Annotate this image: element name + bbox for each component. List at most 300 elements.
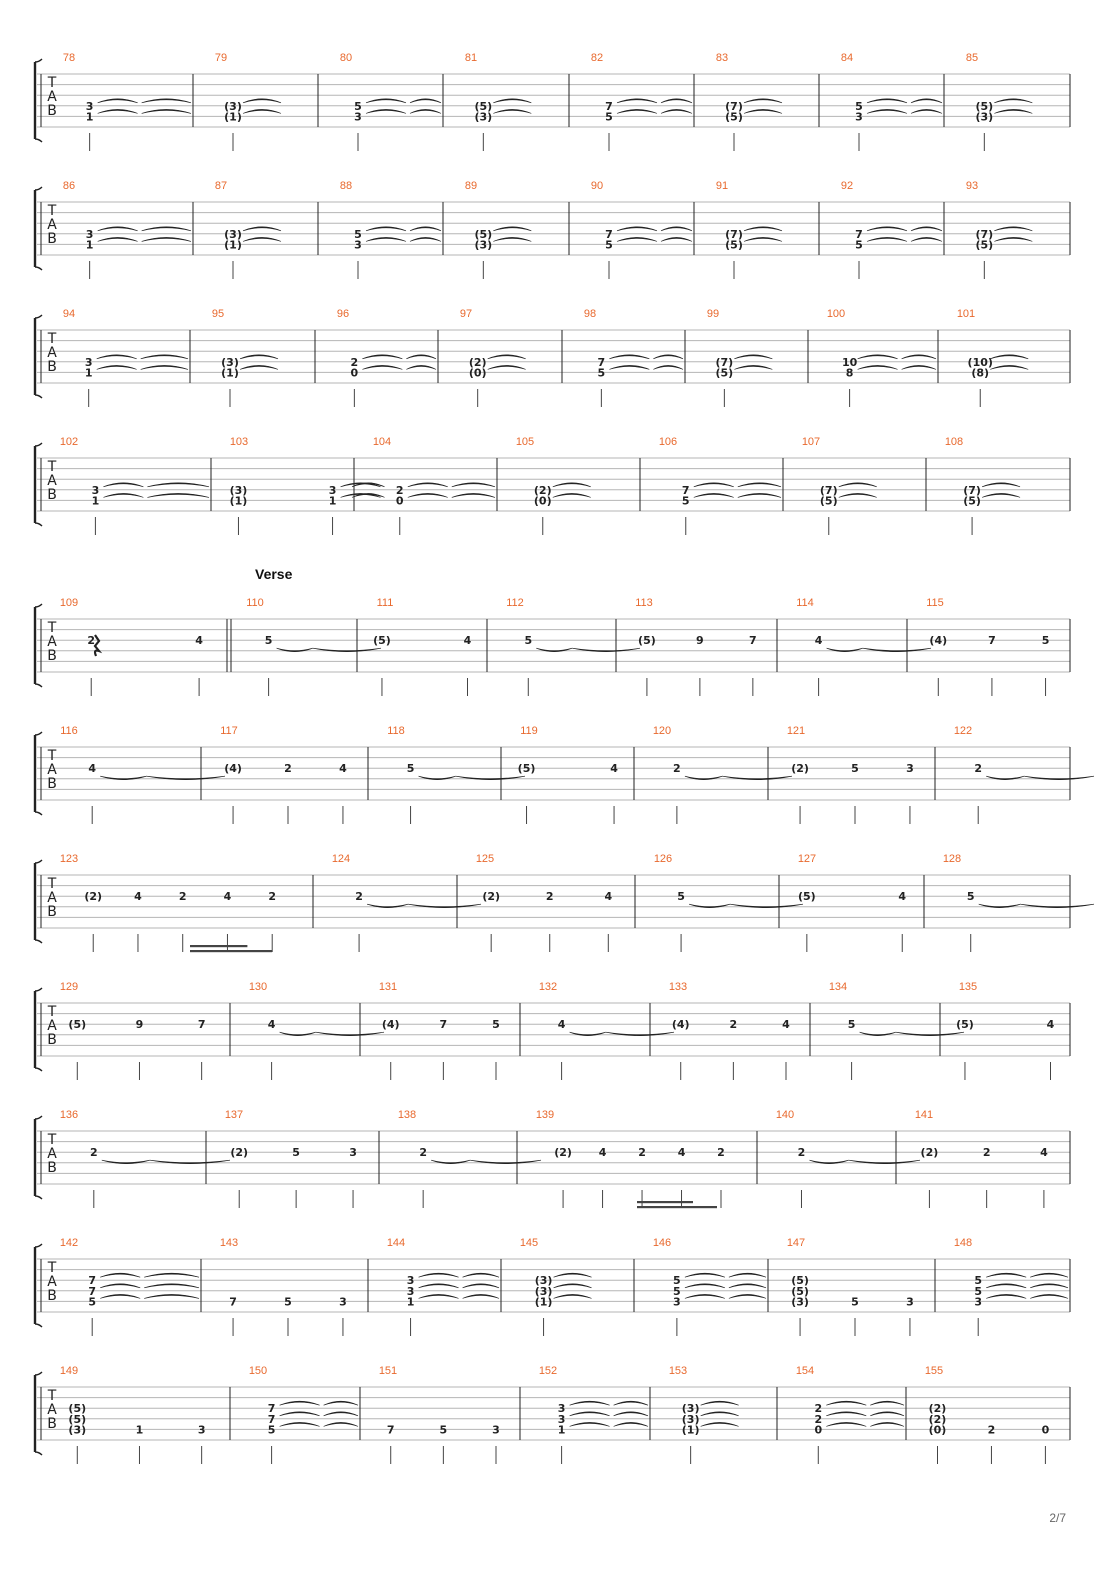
fret-number: (1) [681, 1423, 700, 1437]
bracket-hook-bottom [35, 1068, 42, 1071]
measure-number: 154 [795, 1365, 815, 1377]
fret-number: 3 [91, 483, 100, 497]
fret-number: (1) [229, 494, 248, 508]
tab-clef-letter: B [47, 1416, 57, 1432]
bracket-hook-bottom [35, 267, 42, 270]
fret-number: 4 [898, 890, 907, 904]
tie-arc [609, 355, 649, 359]
fret-number: 3 [492, 1423, 500, 1437]
fret-number: (5) [725, 110, 743, 124]
fret-number: 2 [638, 1146, 646, 1160]
fret-number: (8) [971, 366, 990, 380]
fret-number: (3) [229, 483, 248, 497]
measure-number: 95 [211, 308, 225, 320]
tab-clef-letter: A [47, 473, 57, 489]
fret-number: 7 [267, 1402, 276, 1416]
tie-arc [839, 483, 877, 487]
tie-arc [362, 355, 402, 359]
fret-number: (7) [819, 483, 838, 497]
tab-clef-letter: T [47, 203, 57, 219]
measure-number: 121 [786, 725, 806, 737]
measure-number: 151 [378, 1365, 398, 1377]
measure-number: 106 [658, 436, 678, 448]
tie-arc [147, 483, 209, 487]
tie-arc [617, 227, 657, 231]
measure-number: 84 [840, 52, 854, 64]
fret-number: (2) [928, 1402, 947, 1416]
fret-number: 2 [729, 1018, 738, 1032]
fret-number: 0 [395, 494, 404, 508]
bracket-hook-top [35, 732, 42, 735]
fret-number: 0 [814, 1423, 823, 1437]
tie-arc [419, 1294, 459, 1298]
tab-clef-letter: T [47, 876, 57, 892]
fret-number: 1 [406, 1295, 415, 1309]
tie-arc [452, 483, 495, 487]
bracket-hook-top [35, 187, 42, 190]
tie-arc [452, 493, 495, 497]
fret-number: (5) [963, 494, 981, 508]
tie-arc [554, 1284, 592, 1288]
tie-arc [1030, 1273, 1068, 1277]
fret-number: (0) [533, 494, 552, 508]
tie-arc [826, 1422, 866, 1426]
measure-number: 128 [942, 853, 962, 865]
fret-number: 4 [1040, 1146, 1048, 1160]
tie-arc [240, 355, 278, 359]
fret-number: 4 [223, 890, 232, 904]
fret-number: 2 [814, 1402, 823, 1416]
measure-number: 144 [386, 1237, 406, 1249]
tie-arc [493, 109, 531, 113]
fret-number: (4) [224, 762, 242, 776]
fret-number: 2 [350, 355, 359, 369]
fret-number: 4 [604, 890, 613, 904]
bracket-hook-bottom [35, 139, 42, 142]
tie-arc [734, 355, 772, 359]
tie-arc [488, 355, 526, 359]
tie-arc [614, 1412, 648, 1416]
tie-arc [410, 99, 441, 103]
tie-arc [419, 1284, 459, 1288]
tie-arc [902, 355, 936, 359]
tie-arc [994, 109, 1032, 113]
fret-number: 2 [814, 1412, 823, 1426]
tie-arc [614, 1401, 648, 1405]
tie-arc [617, 99, 657, 103]
fret-number: (5) [797, 890, 816, 904]
bracket-hook-bottom [35, 395, 42, 398]
tie-arc [97, 355, 137, 359]
fret-number: (2) [230, 1146, 249, 1160]
tie-arc [408, 493, 448, 497]
fret-number: 5 [855, 99, 863, 113]
measure-number: 141 [914, 1109, 934, 1121]
fret-number: 5 [605, 238, 613, 252]
fret-number: (5) [819, 494, 838, 508]
tab-clef-letter: T [47, 331, 57, 347]
tie-arc [419, 1273, 459, 1277]
fret-number: 3 [557, 1402, 566, 1416]
tie-arc [463, 1273, 499, 1277]
tie-arc [986, 1294, 1026, 1298]
measure-number: 103 [229, 436, 249, 448]
fret-number: (3) [224, 99, 242, 113]
measure-number: 146 [652, 1237, 672, 1249]
fret-number: 7 [267, 1412, 276, 1426]
fret-number: 2 [268, 890, 277, 904]
fret-number: 2 [797, 1146, 806, 1160]
fret-number: 2 [419, 1146, 427, 1160]
fret-number: (3) [681, 1412, 700, 1426]
tie-arc [729, 1294, 766, 1298]
fret-number: 10 [841, 355, 858, 369]
tab-clef-letter: T [47, 1260, 57, 1276]
tie-arc [738, 493, 781, 497]
tie-arc [324, 1401, 358, 1405]
tie-arc [911, 99, 942, 103]
fret-number: (7) [725, 227, 743, 241]
tie-arc [982, 493, 1020, 497]
tie-arc [661, 237, 692, 241]
fret-number: 1 [84, 366, 93, 380]
tab-clef-letter: B [47, 103, 57, 119]
fret-number: 4 [88, 762, 97, 776]
bracket-hook-bottom [35, 684, 42, 687]
fret-number: 5 [966, 890, 975, 904]
fret-number: (2) [482, 890, 501, 904]
measure-number: 136 [59, 1109, 79, 1121]
measure-number: 116 [60, 725, 78, 737]
fret-number: 5 [673, 1274, 681, 1288]
fret-number: (5) [725, 238, 743, 252]
fret-number: 2 [673, 762, 681, 776]
fret-number: (5) [68, 1402, 87, 1416]
tie-arc [410, 227, 441, 231]
measure-number: 107 [801, 436, 821, 448]
fret-number: 7 [605, 99, 613, 113]
measure-number: 111 [376, 597, 394, 609]
fret-number: 5 [847, 1018, 856, 1032]
fret-number: (5) [474, 227, 493, 241]
fret-number: (3) [474, 110, 493, 124]
tie-arc [141, 365, 188, 369]
fret-number: (3) [474, 238, 493, 252]
tie-arc [867, 237, 907, 241]
measure-number: 97 [459, 308, 473, 320]
fret-number: 5 [597, 366, 606, 380]
tie-arc [902, 365, 936, 369]
measure-number: 129 [59, 981, 79, 993]
fret-number: 7 [749, 634, 757, 648]
measure-number: 102 [59, 436, 79, 448]
bracket-hook-top [35, 860, 42, 863]
fret-number: 3 [197, 1423, 206, 1437]
tie-arc [701, 1422, 739, 1426]
tab-clef-letter: A [47, 217, 57, 233]
fret-number: 4 [677, 1146, 686, 1160]
fret-number: 7 [197, 1018, 206, 1032]
bracket-hook-top [35, 1372, 42, 1375]
tie-arc [694, 483, 734, 487]
tie-arc [103, 493, 143, 497]
measure-number: 92 [840, 180, 854, 192]
tie-arc [406, 355, 436, 359]
fret-number: 2 [178, 890, 187, 904]
tie-arc [826, 1412, 866, 1416]
tie-arc [609, 365, 649, 369]
tie-arc [142, 237, 191, 241]
measure-number: 115 [926, 597, 944, 609]
measure-number: 86 [62, 180, 76, 192]
measure-number: 131 [378, 981, 398, 993]
fret-number: (5) [956, 1018, 974, 1032]
fret-number: 7 [88, 1284, 97, 1298]
fret-number: 3 [354, 238, 362, 252]
tie-arc [694, 493, 734, 497]
fret-number: (5) [373, 634, 391, 648]
fret-number: 3 [84, 355, 93, 369]
fret-number: (5) [791, 1284, 809, 1298]
tab-clef-letter: T [47, 1388, 57, 1404]
tie-arc [870, 1412, 904, 1416]
tie-arc [701, 1401, 739, 1405]
fret-number: 3 [339, 1295, 347, 1309]
fret-number: 4 [339, 762, 347, 776]
tie-arc [142, 99, 191, 103]
fret-number: 1 [85, 110, 94, 124]
measure-number: 110 [246, 597, 264, 609]
fret-number: 7 [88, 1274, 97, 1288]
tie-arc [994, 237, 1032, 241]
fret-number: (5) [975, 238, 994, 252]
fret-number: (2) [928, 1412, 947, 1426]
fret-number: 1 [85, 238, 94, 252]
measure-number: 119 [520, 725, 538, 737]
tab-clef-letter: B [47, 1032, 57, 1048]
tie-arc [734, 365, 772, 369]
fret-number: 5 [673, 1284, 681, 1298]
fret-number: 3 [328, 483, 337, 497]
fret-number: (5) [68, 1412, 87, 1426]
fret-number: (2) [920, 1146, 939, 1160]
tie-arc [661, 99, 692, 103]
measure-number: 140 [775, 1109, 795, 1121]
fret-number: 7 [597, 355, 606, 369]
fret-number: (3) [221, 355, 239, 369]
fret-number: 3 [85, 99, 94, 113]
measure-number: 112 [506, 597, 524, 609]
fret-number: (5) [474, 99, 493, 113]
measure-number: 93 [965, 180, 979, 192]
tie-arc [553, 483, 591, 487]
measure-number: 100 [826, 308, 846, 320]
measure-number: 150 [248, 1365, 268, 1377]
tie-arc [463, 1294, 499, 1298]
tie-arc [98, 99, 138, 103]
fret-number: (7) [715, 355, 734, 369]
tie-arc [867, 99, 907, 103]
measure-number: 114 [796, 597, 814, 609]
tab-clef-letter: T [47, 75, 57, 91]
measure-number: 124 [331, 853, 351, 865]
section-label: Verse [255, 566, 293, 582]
tie-arc [362, 365, 402, 369]
tie-arc [280, 1401, 320, 1405]
fret-number: (3) [534, 1284, 553, 1298]
tab-clef-letter: A [47, 762, 57, 778]
tie-arc [661, 109, 692, 113]
measure-number: 138 [397, 1109, 417, 1121]
tie-arc [570, 1422, 610, 1426]
fret-number: (4) [671, 1018, 690, 1032]
tie-arc [142, 227, 191, 231]
tie-arc [410, 109, 441, 113]
fret-number: 2 [355, 890, 363, 904]
fret-number: 1 [135, 1423, 144, 1437]
tie-arc [408, 483, 448, 487]
fret-number: 3 [906, 762, 914, 776]
fret-number: 5 [974, 1284, 983, 1298]
tie-arc [982, 483, 1020, 487]
fret-number: 7 [988, 634, 996, 648]
fret-number: 2 [87, 634, 96, 648]
tie-arc [98, 227, 138, 231]
tie-arc [858, 365, 898, 369]
tie-arc [744, 237, 782, 241]
tie-arc [280, 1422, 320, 1426]
tie-arc [410, 237, 441, 241]
fret-number: 2 [717, 1146, 725, 1160]
measure-number: 101 [956, 308, 976, 320]
fret-number: 3 [349, 1146, 357, 1160]
measure-number: 117 [220, 725, 238, 737]
measure-number: 94 [62, 308, 76, 320]
measure-number: 113 [635, 597, 653, 609]
fret-number: (2) [554, 1146, 572, 1160]
tie-arc [614, 1422, 648, 1426]
tie-arc [493, 99, 531, 103]
fret-number: 4 [598, 1146, 607, 1160]
measure-number: 87 [214, 180, 228, 192]
fret-number: (5) [517, 762, 536, 776]
measure-number: 78 [62, 52, 76, 64]
fret-number: 3 [557, 1412, 566, 1426]
fret-number: 1 [328, 494, 337, 508]
note-beam [190, 950, 272, 952]
tie-arc [990, 365, 1028, 369]
measure-number: 134 [828, 981, 848, 993]
fret-number: (4) [381, 1018, 400, 1032]
measure-number: 122 [953, 725, 973, 737]
tie-arc [243, 109, 281, 113]
fret-number: 2 [89, 1146, 98, 1160]
fret-number: 3 [406, 1284, 415, 1298]
measure-number: 90 [590, 180, 604, 192]
fret-number: 3 [906, 1295, 914, 1309]
quarter-rest-icon [95, 635, 99, 656]
fret-number: 0 [350, 366, 359, 380]
measure-number: 148 [953, 1237, 973, 1249]
tie-arc [744, 109, 782, 113]
fret-number: (5) [68, 1018, 87, 1032]
tie-arc [870, 1401, 904, 1405]
measure-number: 98 [583, 308, 597, 320]
fret-number: 9 [696, 634, 704, 648]
fret-number: 5 [354, 99, 362, 113]
fret-number: (0) [468, 366, 487, 380]
fret-number: 4 [557, 1018, 566, 1032]
fret-number: 5 [88, 1295, 97, 1309]
tie-arc [661, 227, 692, 231]
fret-number: 1 [91, 494, 100, 508]
fret-number: (2) [84, 890, 103, 904]
tie-arc [617, 237, 657, 241]
fret-number: (2) [791, 762, 809, 776]
tie-arc [986, 1284, 1026, 1288]
measure-number: 105 [515, 436, 535, 448]
measure-number: 142 [59, 1237, 79, 1249]
tie-arc [103, 483, 143, 487]
measure-number: 88 [339, 180, 353, 192]
tie-arc [990, 355, 1028, 359]
tie-arc [100, 1273, 140, 1277]
note-beam [190, 945, 247, 947]
tie-arc [98, 109, 138, 113]
tie-arc [570, 1412, 610, 1416]
fret-number: 5 [264, 634, 273, 648]
fret-number: 0 [1041, 1423, 1050, 1437]
measure-number: 143 [219, 1237, 239, 1249]
tie-arc [744, 99, 782, 103]
fret-number: (7) [963, 483, 981, 497]
tab-clef-letter: B [47, 1160, 57, 1176]
tie-arc [570, 1401, 610, 1405]
tie-arc [147, 493, 209, 497]
tab-clef-letter: T [47, 620, 57, 636]
measure-number: 145 [519, 1237, 539, 1249]
tie-arc [553, 493, 591, 497]
fret-number: 5 [1041, 634, 1050, 648]
fret-number: (10) [967, 355, 993, 369]
tab-clef-letter: B [47, 231, 57, 247]
tie-arc [144, 1294, 199, 1298]
fret-number: 2 [284, 762, 292, 776]
fret-number: 5 [406, 762, 415, 776]
tie-arc [100, 1294, 140, 1298]
tie-arc [1030, 1294, 1068, 1298]
tab-clef-letter: A [47, 1018, 57, 1034]
bracket-hook-top [35, 988, 42, 991]
fret-number: 5 [851, 762, 859, 776]
fret-number: (1) [534, 1295, 553, 1309]
fret-number: (1) [224, 110, 242, 124]
tie-arc [366, 99, 406, 103]
tie-arc [839, 493, 877, 497]
tie-arc [911, 109, 942, 113]
measure-number: 137 [224, 1109, 244, 1121]
measure-number: 127 [797, 853, 817, 865]
tie-arc [406, 365, 436, 369]
tie-arc [141, 355, 188, 359]
measure-number: 153 [668, 1365, 688, 1377]
measure-number: 130 [248, 981, 268, 993]
fret-number: (3) [975, 110, 994, 124]
tab-clef-letter: B [47, 487, 57, 503]
tie-arc [867, 109, 907, 113]
fret-number: 4 [463, 634, 472, 648]
tie-arc [554, 1273, 592, 1277]
